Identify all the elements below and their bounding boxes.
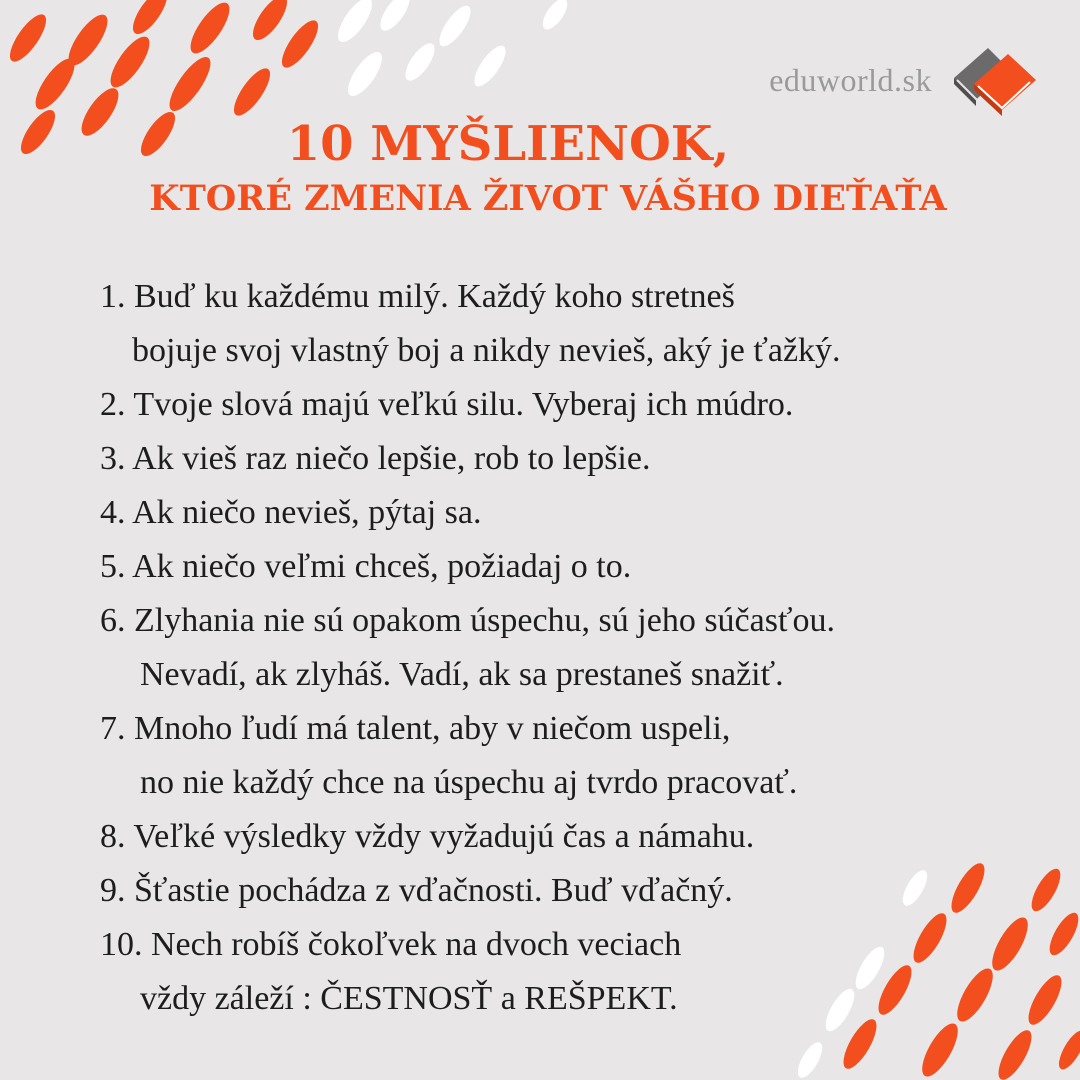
- brand: [769, 40, 1040, 120]
- list-item: 3. Ak vieš raz niečo lepšie, rob to lepšie.: [100, 440, 651, 477]
- brand-name: eduworld.sk: [769, 62, 932, 98]
- book-stack-icon: [944, 40, 1040, 120]
- list-item-continuation: vždy záleží : ČESTNOSŤ a REŠPEKT.: [140, 980, 678, 1017]
- list-item: 6. Zlyhania nie sú opakom úspechu, sú jeho súčasťou.: [100, 602, 836, 639]
- page-title: 10 MYŠLIENOK,: [286, 116, 730, 172]
- list-item: 8. Veľké výsledky vždy vyžadujú čas a námahu.: [100, 818, 755, 855]
- list-item: 9. Šťastie pochádza z vďačnosti. Buď vďačný.: [100, 872, 733, 909]
- list-item-continuation: no nie každý chce na úspechu aj tvrdo pracovať.: [140, 764, 798, 801]
- list-item: 2. Tvoje slová majú veľkú silu. Vyberaj ich múdro.: [100, 386, 794, 423]
- page-subtitle: KTORÉ ZMENIA ŽIVOT VÁŠHO DIEŤAŤA: [149, 178, 947, 219]
- list-item: 10. Nech robíš čokoľvek na dvoch veciach: [100, 926, 682, 963]
- list-item: 1. Buď ku každému milý. Každý koho stretneš: [100, 278, 735, 315]
- list-item: 4. Ak niečo nevieš, pýtaj sa.: [100, 494, 482, 531]
- list-item-continuation: bojuje svoj vlastný boj a nikdy nevieš, aký je ťažký.: [132, 332, 841, 369]
- thoughts-list: [100, 270, 1060, 1026]
- list-item: 5. Ak niečo veľmi chceš, požiadaj o to.: [100, 548, 632, 585]
- list-item-continuation: Nevadí, ak zlyháš. Vadí, ak sa prestaneš snažiť.: [140, 656, 784, 693]
- list-item: 7. Mnoho ľudí má talent, aby v niečom uspeli,: [100, 710, 731, 747]
